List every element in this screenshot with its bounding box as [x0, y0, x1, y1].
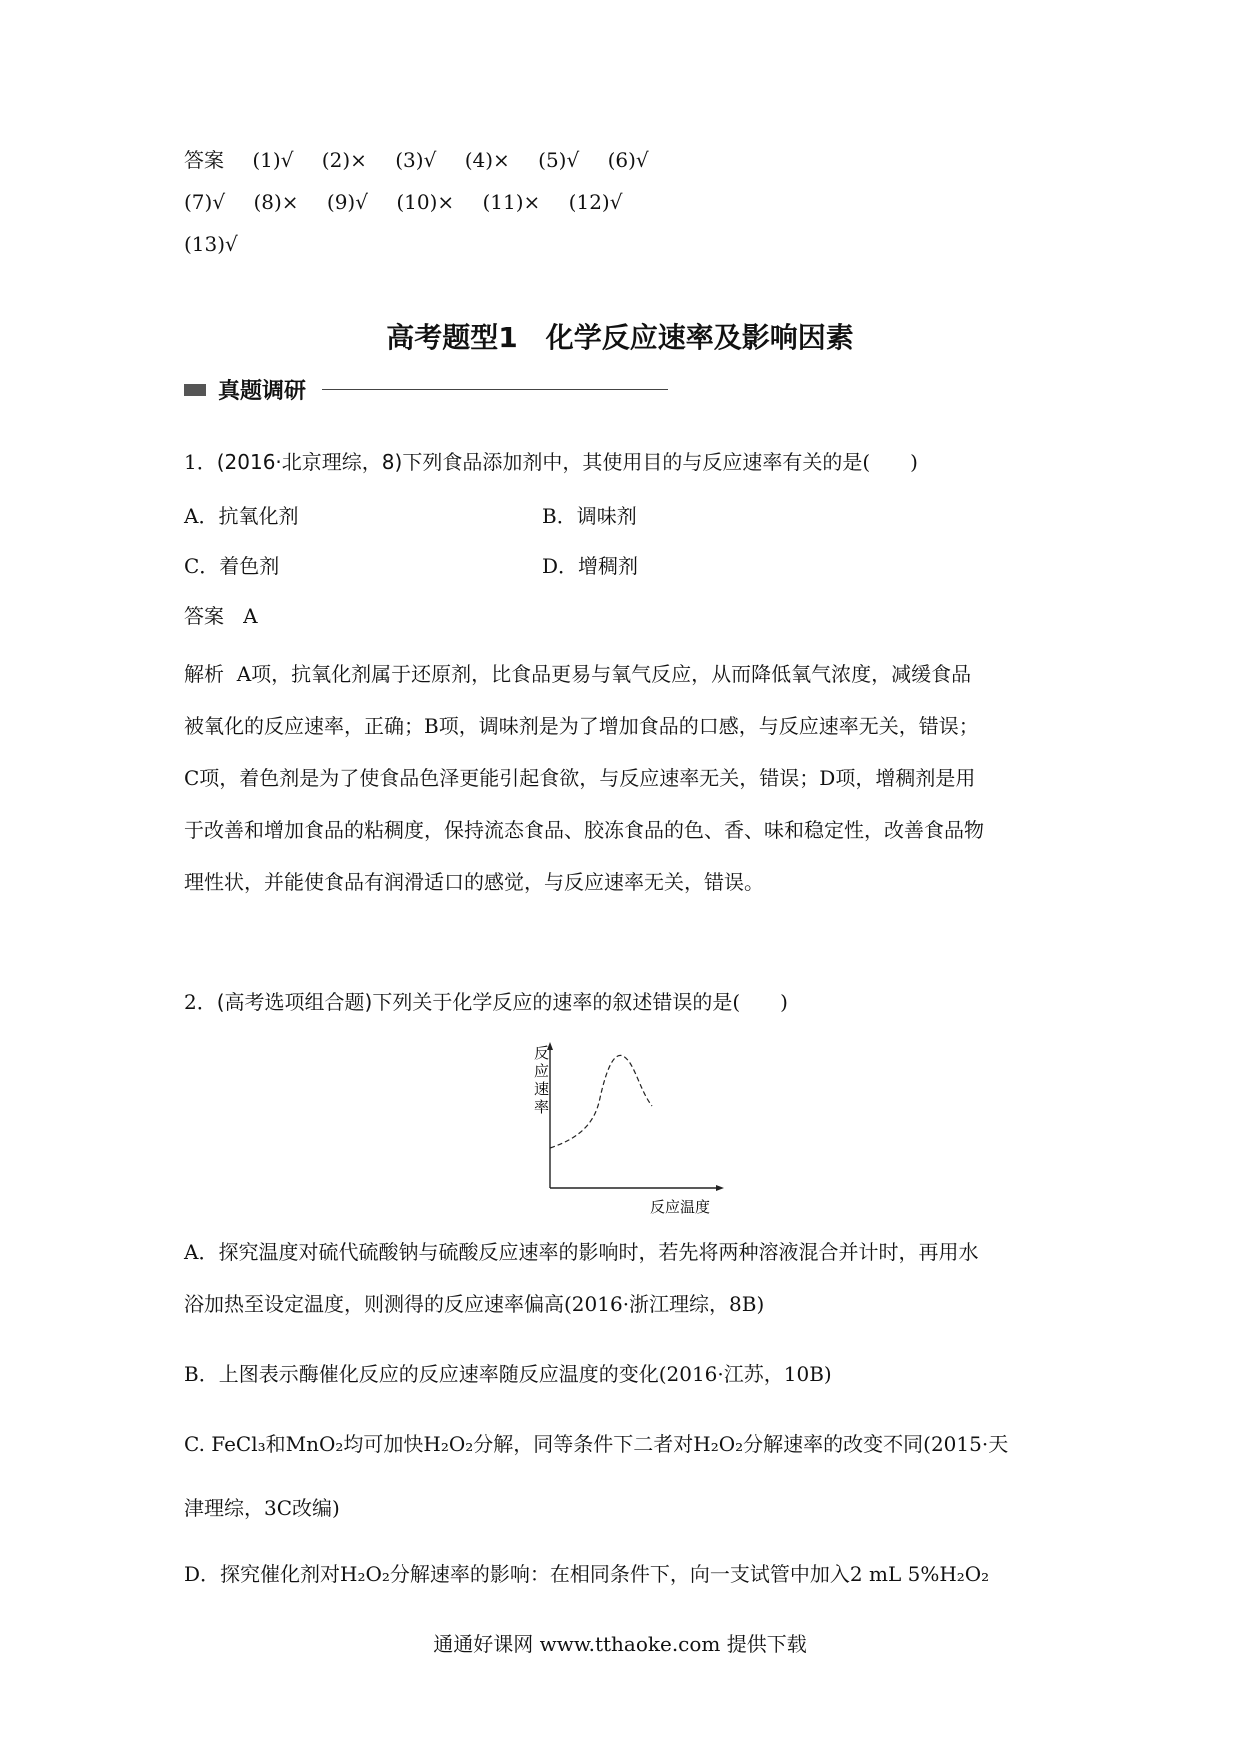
x-axis-label: 反应温度 [650, 1198, 711, 1216]
section-header [184, 374, 668, 405]
question-text: 下列食品添加剂中，其使用目的与反应速率有关的是( ) [402, 450, 918, 474]
q2-option-c-line2: 津理综，3C改编) [184, 1496, 340, 1520]
answer-item: (2)× [321, 148, 367, 172]
section-title: 高考题型1 化学反应速率及影响因素 [386, 321, 854, 354]
analysis-line: C项，着色剂是为了使食品色泽更能引起食欲，与反应速率无关，错误；D项，增稠剂是用 [184, 766, 976, 790]
q1-answer [184, 602, 258, 630]
question-number: 2． [184, 990, 217, 1014]
answer-item: (8)× [253, 190, 299, 214]
question-2-stem [184, 988, 788, 1016]
rate-temperature-figure [520, 1038, 740, 1218]
analysis-label: 解析 [184, 662, 224, 686]
answer-item: (6)√ [607, 148, 649, 172]
answer-item: (1)√ [252, 148, 294, 172]
q2-option-a-line2: 浴加热至设定温度，则测得的反应速率偏高(2016·浙江理综，8B) [184, 1292, 765, 1316]
answer-label: 答案 [184, 604, 224, 628]
answer-row-1 [184, 146, 671, 174]
section-rule [322, 389, 668, 390]
option-b: B．调味剂 [542, 504, 637, 528]
answer-item: (4)× [464, 148, 510, 172]
answer-item: (5)√ [538, 148, 580, 172]
option-d: D．增稠剂 [542, 554, 639, 578]
answer-item: (3)√ [395, 148, 437, 172]
analysis-line [184, 648, 1066, 700]
answer-item: (12)√ [568, 190, 623, 214]
q2-option-d-line1: D．探究催化剂对H₂O₂分解速率的影响：在相同条件下，向一支试管中加入2 mL 5%H₂O₂ [184, 1562, 990, 1586]
y-axis-label-1: 反 [534, 1044, 550, 1062]
analysis-text: A项，抗氧化剂属于还原剂，比食品更易与氧气反应，从而降低氧气浓度，减缓食品 [236, 662, 972, 686]
answer-row-2 [184, 188, 644, 216]
page-footer: 通通好课网 www.tthaoke.com 提供下载 [433, 1632, 807, 1656]
analysis-line: 理性状，并能使食品有润滑适口的感觉，与反应速率无关，错误。 [184, 870, 764, 894]
question-source: (高考选项组合题) [216, 990, 373, 1014]
question-number: 1． [184, 450, 217, 474]
analysis-line: 被氧化的反应速率，正确；B项，调味剂是为了增加食品的口感，与反应速率无关，错误； [184, 714, 979, 738]
question-1-stem [184, 448, 918, 476]
q2-option-b: B．上图表示酶催化反应的反应速率随反应温度的变化(2016·江苏，10B) [184, 1362, 832, 1386]
answer-item: (7)√ [184, 190, 226, 214]
answer-value: A [243, 604, 258, 628]
x-axis-arrow [716, 1185, 724, 1191]
answer-label: 答案 [184, 148, 224, 172]
option-c: C．着色剂 [184, 554, 280, 578]
analysis-line: 于改善和增加食品的粘稠度，保持流态食品、胶冻食品的色、香、味和稳定性，改善食品物 [184, 818, 984, 842]
q1-analysis [184, 648, 1066, 908]
y-axis-label-4: 率 [534, 1098, 550, 1116]
answer-item: (9)√ [326, 190, 368, 214]
option-a: A．抗氧化剂 [184, 504, 299, 528]
q2-option-c-line1: C. FeCl₃和MnO₂均可加快H₂O₂分解，同等条件下二者对H₂O₂分解速率的改变不同(2015·天 [184, 1432, 1009, 1456]
answer-item: (10)× [396, 190, 455, 214]
rate-curve [550, 1055, 652, 1148]
q2-option-a-line1: A．探究温度对硫代硫酸钠与硫酸反应速率的影响时，若先将两种溶液混合并计时，再用水 [184, 1240, 979, 1264]
y-axis-label-2: 应 [534, 1062, 550, 1080]
y-axis-label-3: 速 [534, 1080, 550, 1098]
section-marker [184, 384, 206, 396]
answer-row-3 [184, 230, 260, 258]
question-source: (2016·北京理综，8) [216, 450, 403, 474]
answer-item: (13)√ [184, 232, 238, 256]
answer-item: (11)× [482, 190, 541, 214]
section-label: 真题调研 [218, 379, 307, 404]
question-text: 下列关于化学反应的速率的叙述错误的是( ) [372, 990, 788, 1014]
